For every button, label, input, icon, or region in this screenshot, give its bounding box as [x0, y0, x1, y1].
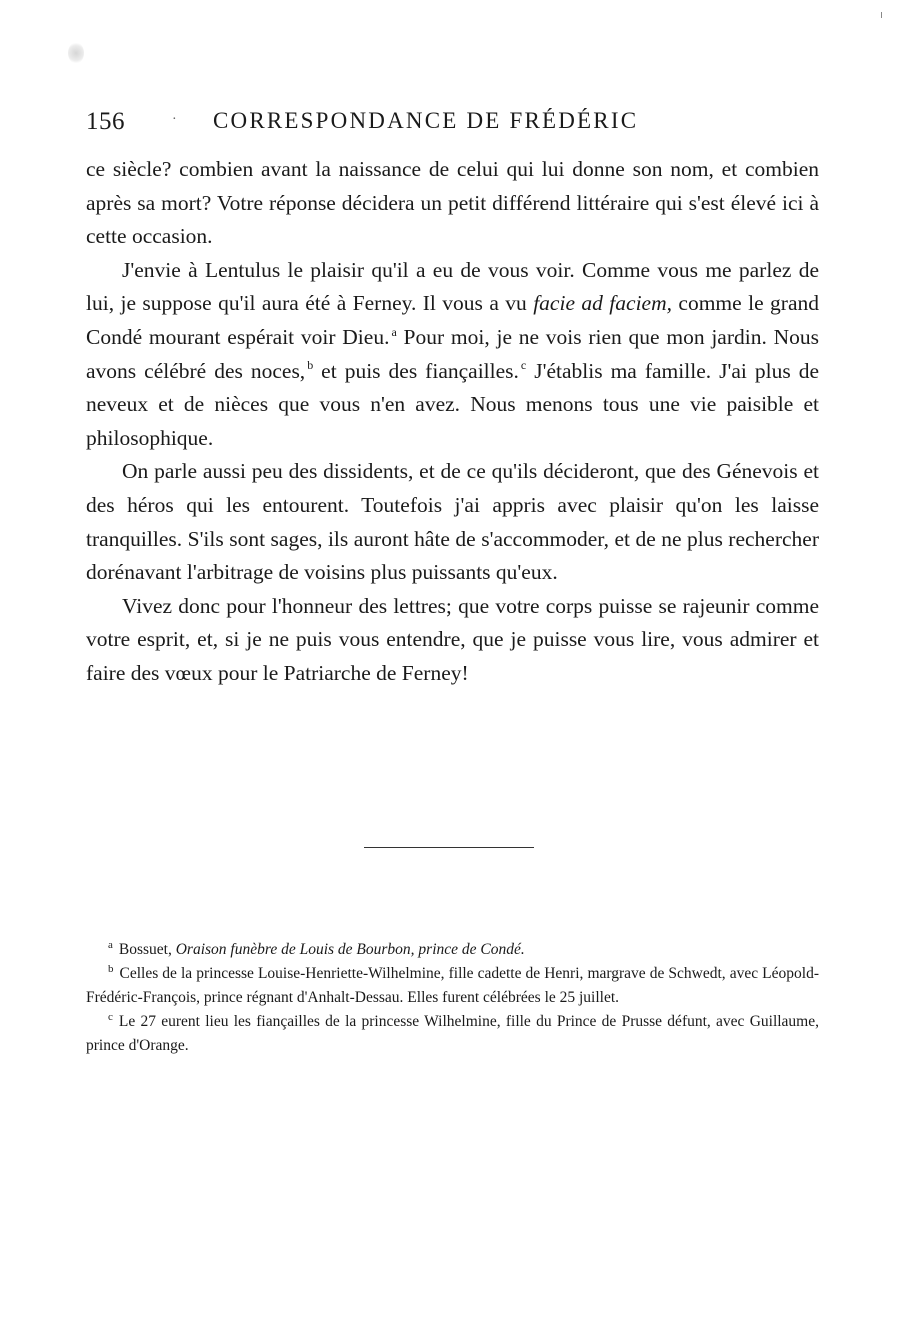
- letter-body: [86, 153, 819, 691]
- footnote-a: [86, 938, 819, 962]
- paragraph-text: J'envie à Lentulus le plaisir qu'il a eu de vous voir. Comme vous me parlez de lui, je suppose qu'il aura été à Ferney. Il vous a vu: [86, 257, 819, 316]
- paragraph-text: J'établis ma famille. J'ai plus de neveux et de nièces que vous n'en avez. Nous menons tous une vie paisible et philosophique.: [86, 358, 819, 450]
- latin-phrase: facie ad faciem,: [533, 291, 672, 316]
- footnotes: [86, 938, 819, 1058]
- paragraph-text: On parle aussi peu des dissidents, et de ce qu'ils décideront, que des Génevois et des héros qui les entourent. Toutefois j'ai appris avec plaisir qu'on les laisse tranquilles. S'ils sont sages, ils auront hâte de s'accommoder, et de ne plus rechercher dorénavant l'arbitrage de voisins plus puissants qu'eux.: [86, 459, 819, 585]
- footnote-ref-b[interactable]: b: [307, 358, 314, 373]
- footnote-b: [86, 962, 819, 1010]
- paragraph-text: Pour moi, je ne vois rien que mon jardin. Nous avons célébré des noces,: [86, 324, 820, 383]
- paragraph-text: Vivez donc pour l'honneur des lettres; que votre corps puisse se rajeunir comme votre esprit, et, si je ne puis vous entendre, que je puisse vous lire, vous admirer et faire des vœux pour le Patriarche de Ferney!: [86, 593, 819, 685]
- footnote-ref-c[interactable]: c: [520, 358, 527, 373]
- paragraph-closing: [86, 590, 819, 691]
- header-separator: ·: [172, 112, 177, 127]
- paragraph-text: ce siècle? combien avant la naissance de celui qui lui donne son nom, et combien après sa mort? Votre réponse décidera un petit différend littéraire qui s'est élevé ici à cette occasion.: [86, 157, 819, 249]
- footnote-title: Oraison funèbre de Louis de Bourbon, prince de Condé.: [175, 941, 525, 958]
- footnote-text: Le 27 eurent lieu les fiançailles de la princesse Wilhelmine, fille du Prince de Prusse défunt, avec Guillaume, prince d'Orange.: [86, 1013, 819, 1054]
- page-smudge: [68, 42, 84, 64]
- footnote-c: [86, 1010, 819, 1058]
- paragraph-text: et puis des fiançailles.: [313, 358, 519, 383]
- paragraph-continuation: [86, 153, 819, 254]
- page-header: [86, 108, 826, 138]
- running-title: CORRESPONDANCE DE FRÉDÉRIC: [213, 108, 639, 133]
- paragraph-dissidents: [86, 455, 819, 589]
- page-number: 156: [86, 108, 125, 135]
- footnote-marker: b: [108, 962, 114, 975]
- footnote-separator-rule: [364, 847, 534, 848]
- footnote-text: Celles de la princesse Louise-Henriette-Wilhelmine, fille cadette de Henri, margrave de Schwedt, avec Léopold-Frédéric-François, prince régnant d'Anhalt-Dessau. Elles furent célébrées le 25 juillet.: [86, 965, 819, 1006]
- footnote-ref-a[interactable]: a: [391, 324, 397, 339]
- paragraph-lentulus: [86, 254, 819, 456]
- edge-mark: [881, 12, 882, 18]
- paragraph-text: comme le grand Condé mourant espérait voir Dieu.: [86, 291, 819, 349]
- footnote-marker: a: [108, 938, 113, 951]
- footnote-text: Bossuet,: [118, 941, 176, 958]
- footnote-marker: c: [108, 1010, 113, 1023]
